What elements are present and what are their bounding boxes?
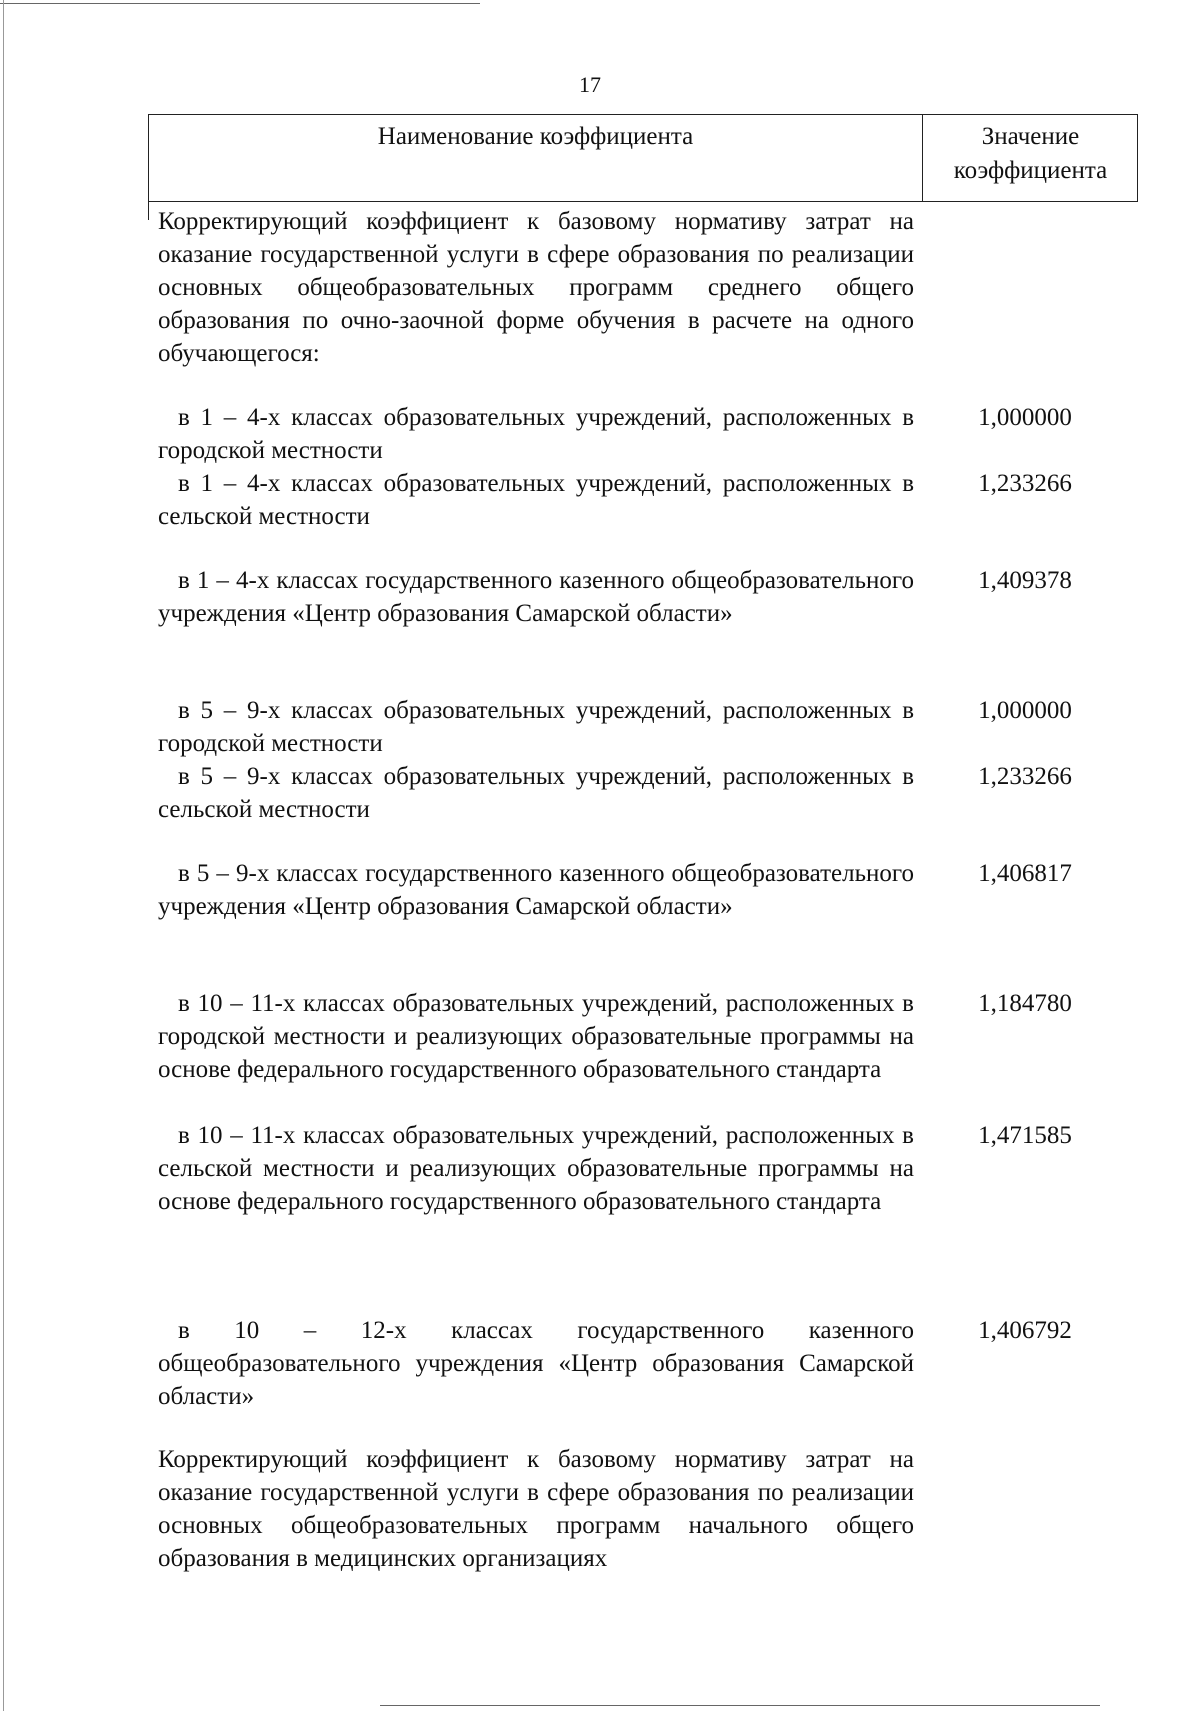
coefficient-value: 1,409378	[978, 567, 1072, 594]
coefficient-value: 1,000000	[978, 404, 1072, 431]
coefficient-label: в 5 – 9-х классах образовательных учреждений, расположенных в сельской местности	[158, 763, 914, 823]
coefficient-value: 1,471585	[978, 1122, 1072, 1149]
coefficient-label: в 10 – 11-х классах образовательных учреждений, расположенных в городской местности и реализующих образовательные программы на основе федерального государственного образовательного стандарта	[158, 990, 914, 1083]
page-number: 17	[579, 72, 601, 97]
table-header	[148, 114, 1138, 202]
coefficient-value: 1,000000	[978, 697, 1072, 724]
scan-bottom-rule	[380, 1705, 1100, 1706]
coefficient-value: 1,406817	[978, 860, 1072, 887]
coefficient-label: в 5 – 9-х классах образовательных учреждений, расположенных в городской местности	[158, 697, 914, 757]
column-header-value-line2: коэффициента	[953, 157, 1108, 184]
coefficient-label: в 10 – 12-х классах государственного казенного общеобразовательного учреждения «Центр образования Самарской области»	[158, 1317, 914, 1410]
coefficient-label: в 5 – 9-х классах государственного казенного общеобразовательного учреждения «Центр образования Самарской области»	[158, 860, 914, 920]
section-heading: Корректирующий коэффициент к базовому нормативу затрат на оказание государственной услуги в сфере образования по реализации основных общеобразовательных программ начального общего образования в медицинских организациях	[158, 1446, 914, 1572]
coefficient-value: 1,233266	[978, 470, 1072, 497]
coefficient-label: в 10 – 11-х классах образовательных учреждений, расположенных в сельской местности и реализующих образовательные программы на основе федерального государственного образовательного стандарта	[158, 1122, 914, 1215]
column-divider	[922, 115, 923, 201]
scan-left-edge	[3, 0, 4, 1711]
scan-top-rule	[0, 3, 480, 4]
table-left-rule	[148, 202, 149, 220]
coefficient-value: 1,184780	[978, 990, 1072, 1017]
coefficient-value: 1,233266	[978, 763, 1072, 790]
column-header-value-line1: Значение	[981, 123, 1080, 150]
section-heading: Корректирующий коэффициент к базовому нормативу затрат на оказание государственной услуги в сфере образования по реализации основных общеобразовательных программ среднего общего образования по очно-заочной форме обучения в расчете на одного обучающегося:	[158, 208, 914, 367]
coefficient-label: в 1 – 4-х классах государственного казенного общеобразовательного учреждения «Центр образования Самарской области»	[158, 567, 914, 627]
column-header-value	[924, 120, 1137, 188]
coefficient-value: 1,406792	[978, 1317, 1072, 1344]
coefficient-label: в 1 – 4-х классах образовательных учреждений, расположенных в городской местности	[158, 404, 914, 464]
column-header-name: Наименование коэффициента	[377, 123, 694, 150]
coefficient-label: в 1 – 4-х классах образовательных учреждений, расположенных в сельской местности	[158, 470, 914, 530]
